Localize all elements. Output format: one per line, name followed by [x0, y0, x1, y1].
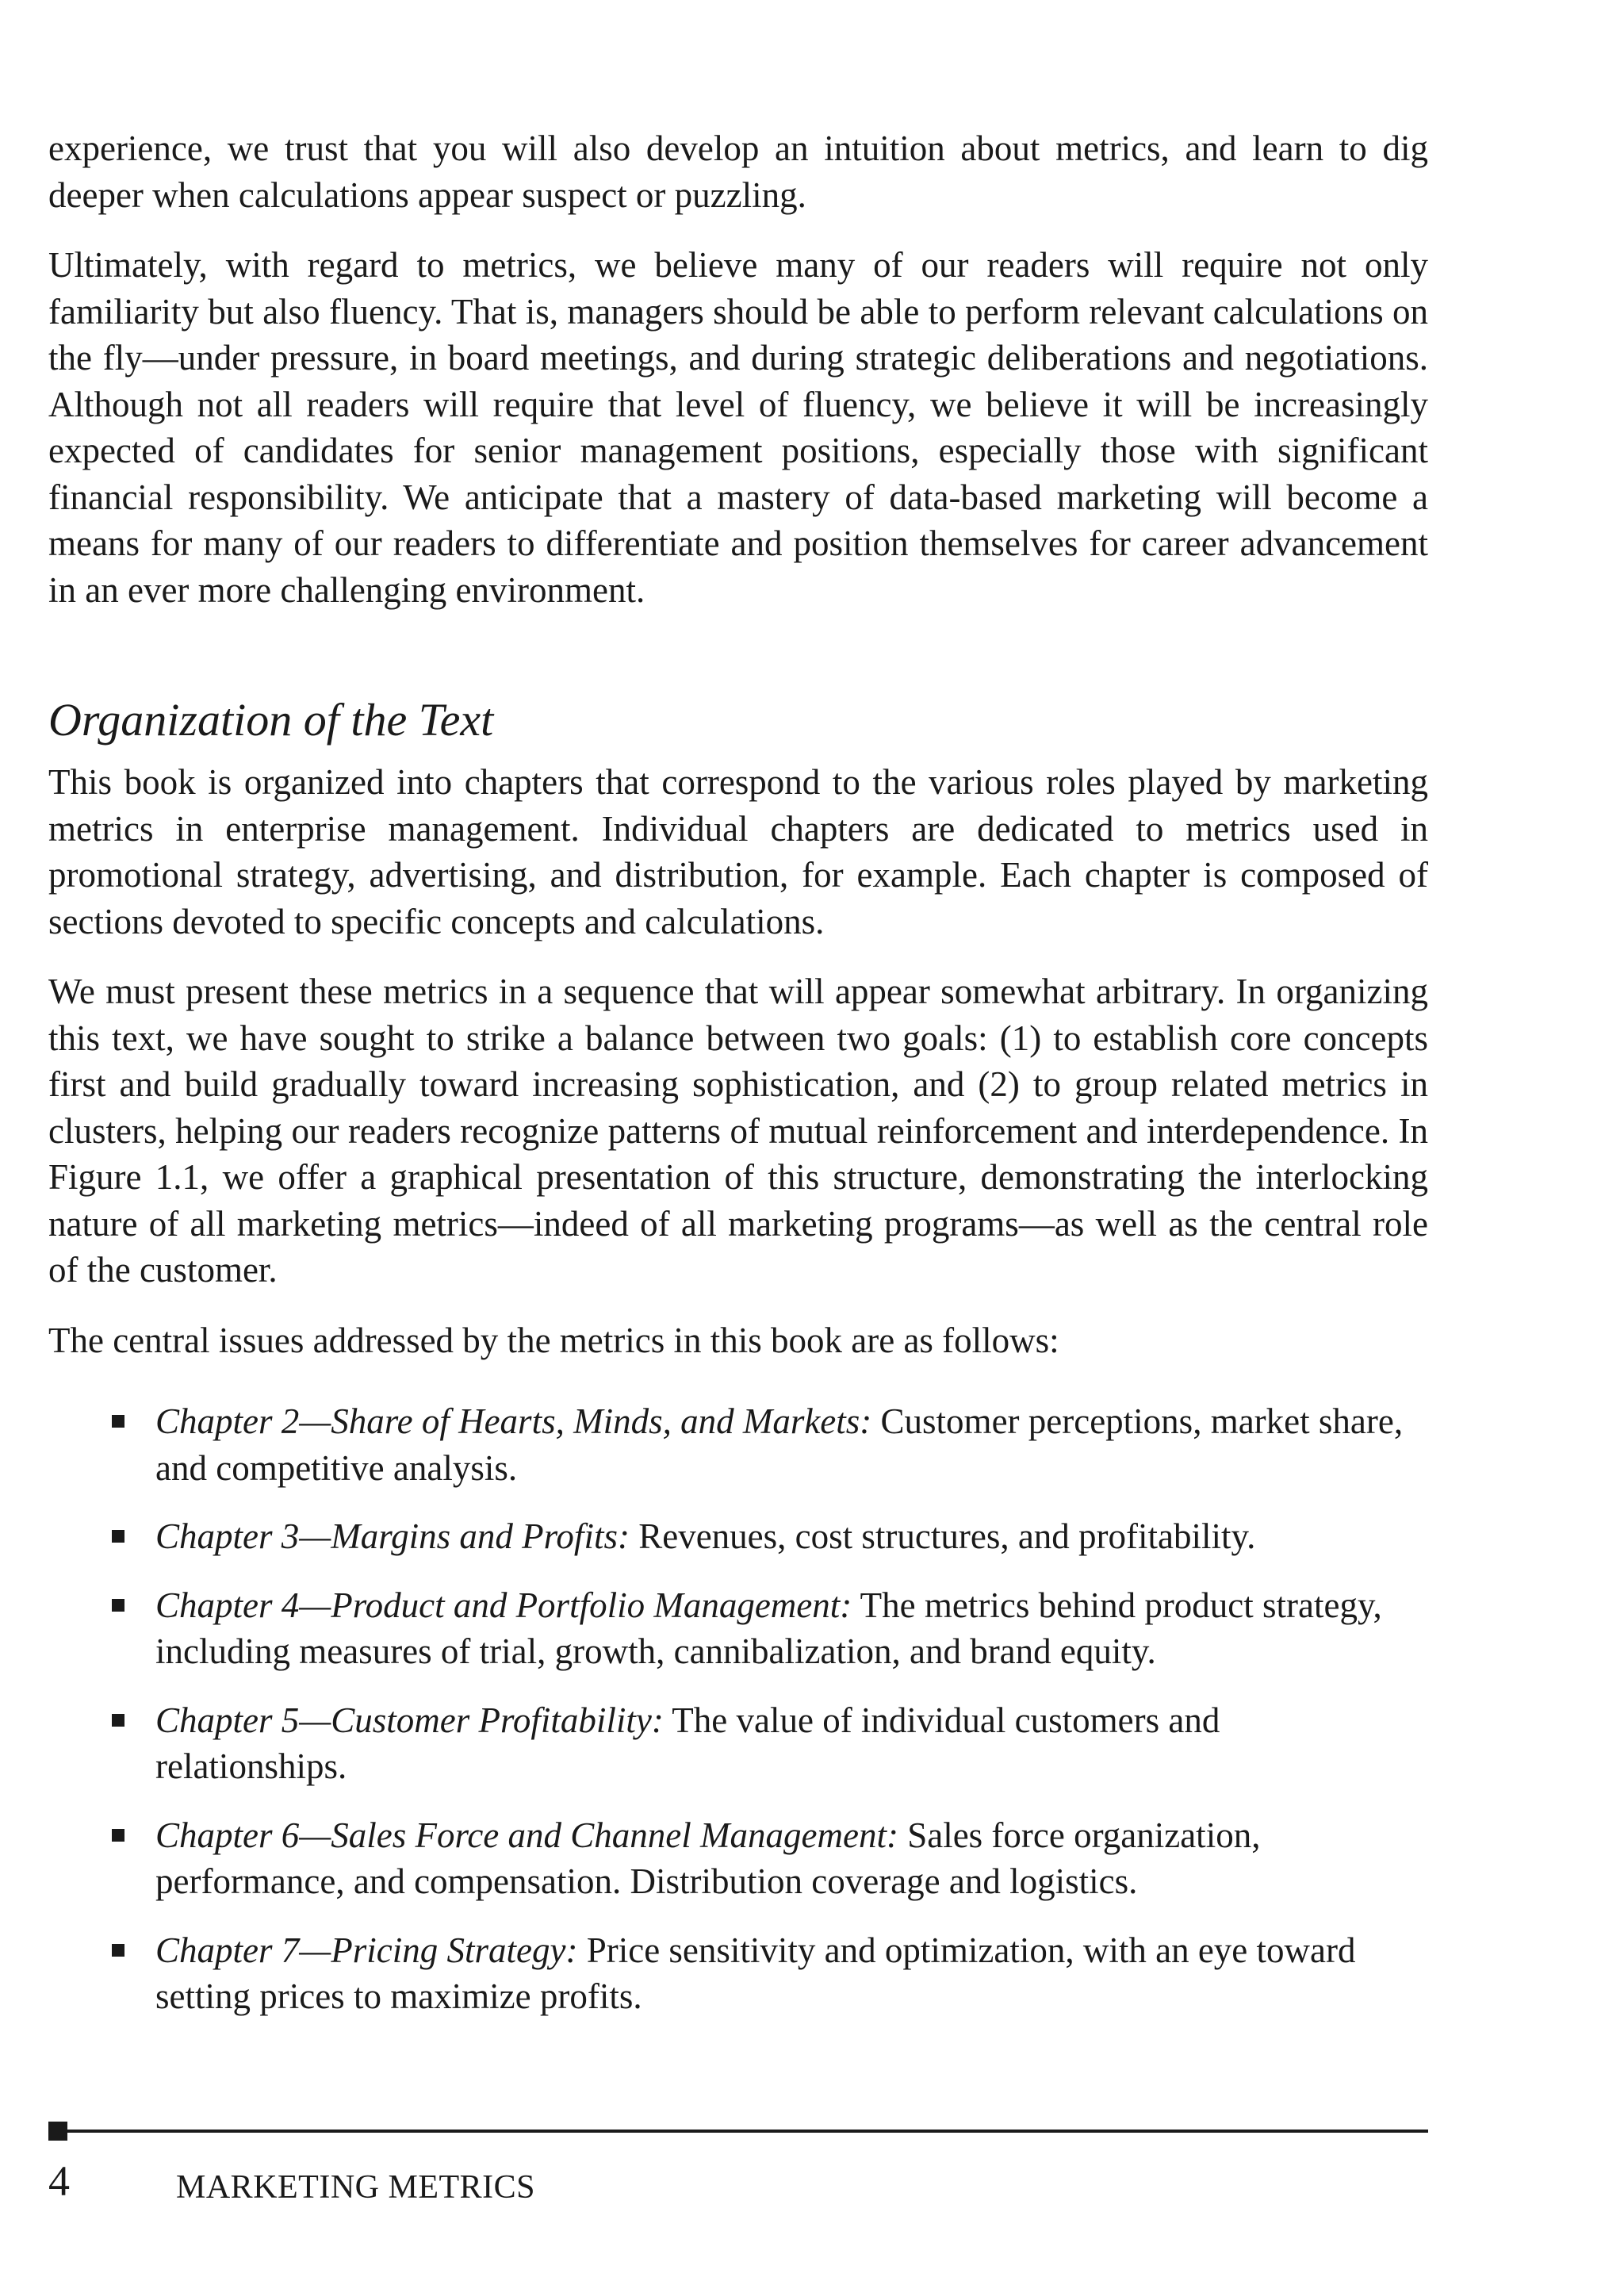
- list-item: [48, 1513, 1428, 1560]
- paragraph: This book is organized into chapters that correspond to the various roles played by marketing metrics in enterprise management. Individual chapters are dedicated to metrics used in promotional strategy, advertising, and distribution, for example. Each chapter is composed of sections devoted to specific concepts and calculations.: [48, 762, 1428, 941]
- chapter-title: Chapter 6—Sales Force and Channel Management:: [155, 1815, 898, 1855]
- paragraph: We must present these metrics in a sequence that will appear somewhat arbitrary. In organizing this text, we have sought to strike a balance between two goals: (1) to establish core concepts first and build gradually toward increasing sophistication, and (2) to group related metrics in clusters, helping our readers recognize patterns of mutual reinforcement and interdependence. In Figure 1.1, we offer a graphical presentation of this structure, demonstrating the interlocking nature of all marketing metrics—indeed of all marketing programs—as well as the central role of the customer.: [48, 972, 1428, 1290]
- list-item: [48, 1927, 1428, 2020]
- text-column: [48, 125, 1428, 2042]
- chapter-title: Chapter 4—Product and Portfolio Management:: [155, 1585, 852, 1625]
- list-item: [48, 1697, 1428, 1790]
- chapter-list: [48, 1398, 1428, 2020]
- chapter-description: Price sensitivity and optimization, with an eye toward setting prices to maximize profits.: [155, 1930, 1356, 2016]
- square-bullet-icon: [112, 1714, 124, 1727]
- square-bullet-icon: [112, 1599, 124, 1612]
- footer-rule: [48, 2130, 1428, 2133]
- square-bullet-icon: [112, 1944, 124, 1957]
- chapter-description: The value of individual customers and relationships.: [155, 1700, 1220, 1786]
- chapter-title: Chapter 7—Pricing Strategy:: [155, 1930, 578, 1970]
- list-item: [48, 1398, 1428, 1491]
- page-number: 4: [48, 2157, 70, 2205]
- chapter-description: The metrics behind product strategy, including measures of trial, growth, cannibalization, and brand equity.: [155, 1585, 1382, 1671]
- chapter-description: Sales force organization, performance, and compensation. Distribution coverage and logistics.: [155, 1815, 1261, 1901]
- chapter-title: Chapter 2—Share of Hearts, Minds, and Markets:: [155, 1401, 872, 1441]
- section-heading: Organization of the Text: [48, 694, 494, 746]
- list-item: [48, 1582, 1428, 1675]
- list-item: [48, 1812, 1428, 1905]
- chapter-title: Chapter 5—Customer Profitability:: [155, 1700, 664, 1740]
- running-title: MARKETING METRICS: [176, 2169, 536, 2206]
- square-bullet-icon: [112, 1829, 124, 1842]
- paragraph: experience, we trust that you will also develop an intuition about metrics, and learn to dig deeper when calculations appear suspect or puzzling.: [48, 128, 1428, 215]
- chapter-description: Customer perceptions, market share, and competitive analysis.: [155, 1401, 1404, 1488]
- square-bullet-icon: [112, 1415, 124, 1428]
- chapter-description: Revenues, cost structures, and profitability.: [629, 1516, 1256, 1556]
- paragraph: The central issues addressed by the metrics in this book are as follows:: [48, 1320, 1059, 1360]
- paragraph: Ultimately, with regard to metrics, we believe many of our readers will require not only familiarity but also fluency. That is, managers should be able to perform relevant calculations on the fly—under pressure, in board meetings, and during strategic deliberations and negotiations. Although not all readers will require that level of fluency, we believe it will be increasingly expected of candidates for senior management positions, especially those with significant financial responsibility. We anticipate that a mastery of data-based marketing will become a means for many of our readers to differentiate and position themselves for career advancement in an ever more challenging environment.: [48, 245, 1428, 610]
- chapter-title: Chapter 3—Margins and Profits:: [155, 1516, 630, 1556]
- square-bullet-icon: [112, 1530, 124, 1543]
